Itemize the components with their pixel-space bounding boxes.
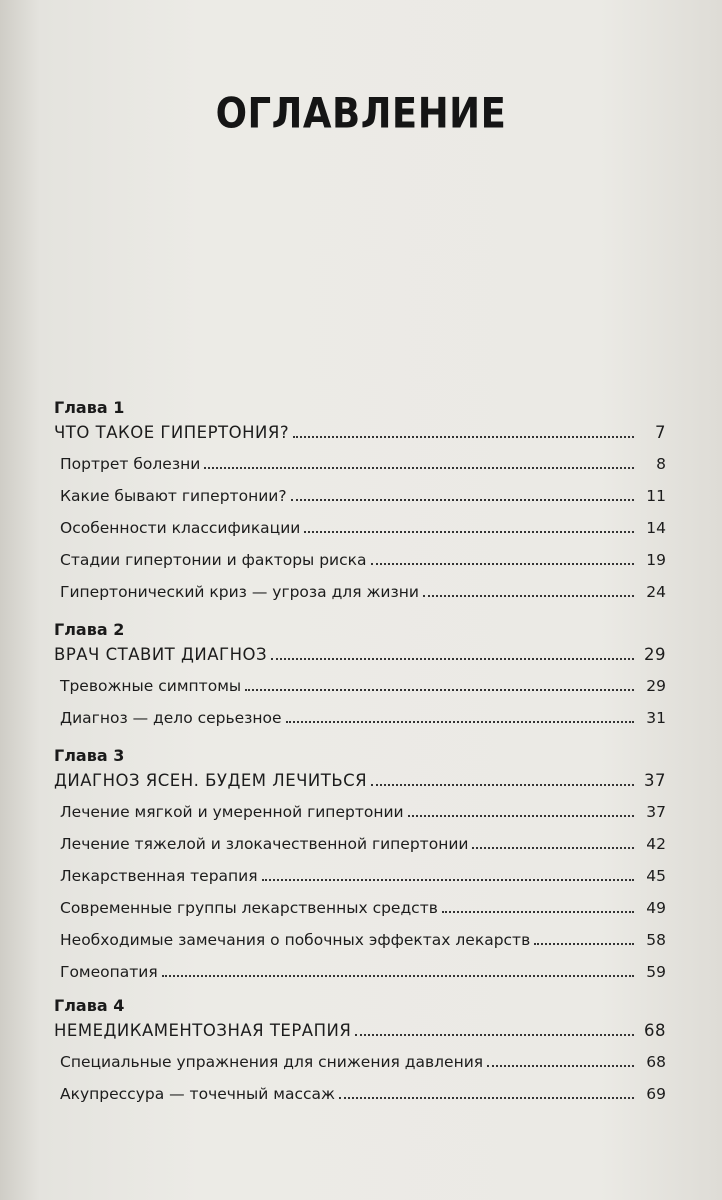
entry-title: ЧТО ТАКОЕ ГИПЕРТОНИЯ? [54,423,290,442]
entry-title: Лечение мягкой и умеренной гипертонии [60,803,404,821]
entry-page-number: 31 [646,709,666,727]
entry-title: Лечение тяжелой и злокачественной гипертонии [60,835,469,853]
chapter-label: Глава 2 [54,620,125,639]
toc-entry-chapter-title[interactable] [54,418,666,448]
entry-page-number: 37 [644,771,666,790]
entry-title: Лекарственная терапия [60,867,258,885]
dot-leader [371,563,634,565]
dot-leader [286,721,634,723]
entry-title: Диагноз — дело серьезное [60,709,282,727]
toc-entry[interactable] [54,576,666,608]
toc-entry[interactable] [54,480,666,512]
entry-page-number: 37 [646,803,666,821]
toc-entry[interactable] [54,1078,666,1110]
entry-page-number: 58 [646,931,666,949]
dot-leader [162,975,634,977]
chapter-label: Глава 1 [54,398,125,417]
dot-leader [472,847,634,849]
dot-leader [355,1034,634,1036]
dot-leader [423,595,634,597]
dot-leader [339,1097,634,1099]
entry-page-number: 7 [655,423,666,442]
toc-entry[interactable] [54,1046,666,1078]
entry-page-number: 49 [646,899,666,917]
toc-entry[interactable] [54,828,666,860]
toc-entry[interactable] [54,670,666,702]
toc-entry[interactable] [54,544,666,576]
toc-entry[interactable] [54,448,666,480]
page-title: ОГЛАВЛЕНИЕ [215,89,507,138]
entry-title: Портрет болезни [60,455,201,473]
toc-entry[interactable] [54,956,666,988]
entry-page-number: 24 [646,583,666,601]
entry-page-number: 11 [646,487,666,505]
entry-page-number: 69 [646,1085,666,1103]
entry-title: Гомеопатия [60,963,158,981]
entry-title: Особенности классификации [60,519,301,537]
entry-title: ВРАЧ СТАВИТ ДИАГНОЗ [54,645,268,664]
entry-title: Какие бывают гипертонии? [60,487,287,505]
dot-leader [271,658,634,660]
dot-leader [304,531,634,533]
toc-entry[interactable] [54,512,666,544]
toc-chapter-1 [54,398,666,608]
entry-title: Тревожные симптомы [60,677,242,695]
chapter-label: Глава 4 [54,996,125,1015]
toc-chapter-3 [54,746,666,988]
dot-leader [262,879,634,881]
dot-leader [245,689,634,691]
entry-page-number: 29 [646,677,666,695]
entry-page-number: 45 [646,867,666,885]
toc-entry-chapter-title[interactable] [54,1016,666,1046]
toc-chapter-4 [54,996,666,1110]
dot-leader [487,1065,634,1067]
dot-leader [371,784,634,786]
entry-title: Современные группы лекарственных средств [60,899,438,917]
entry-page-number: 68 [646,1053,666,1071]
toc-chapter-2 [54,620,666,734]
entry-page-number: 19 [646,551,666,569]
bleed-through-header [696,40,702,59]
toc-entry[interactable] [54,702,666,734]
entry-page-number: 42 [646,835,666,853]
entry-page-number: 14 [646,519,666,537]
entry-title: Гипертонический криз — угроза для жизни [60,583,419,601]
entry-title: ДИАГНОЗ ЯСЕН. БУДЕМ ЛЕЧИТЬСЯ [54,771,368,790]
toc-entry[interactable] [54,796,666,828]
dot-leader [293,436,634,438]
chapter-label: Глава 3 [54,746,125,765]
toc-entry[interactable] [54,892,666,924]
entry-title: НЕМЕДИКАМЕНТОЗНАЯ ТЕРАПИЯ [54,1021,352,1040]
dot-leader [408,815,634,817]
entry-page-number: 8 [656,455,666,473]
dot-leader [442,911,634,913]
toc-entry[interactable] [54,860,666,892]
entry-title: Акупрессура — точечный массаж [60,1085,335,1103]
entry-title: Необходимые замечания о побочных эффектах лекарств [60,931,531,949]
entry-page-number: 29 [644,645,666,664]
toc-entry-chapter-title[interactable] [54,640,666,670]
entry-page-number: 59 [646,963,666,981]
dot-leader [204,467,634,469]
dot-leader [291,499,634,501]
toc-entry[interactable] [54,924,666,956]
entry-page-number: 68 [644,1021,666,1040]
toc-entry-chapter-title[interactable] [54,766,666,796]
entry-title: Стадии гипертонии и факторы риска [60,551,367,569]
dot-leader [534,943,634,945]
entry-title: Специальные упражнения для снижения давления [60,1053,484,1071]
